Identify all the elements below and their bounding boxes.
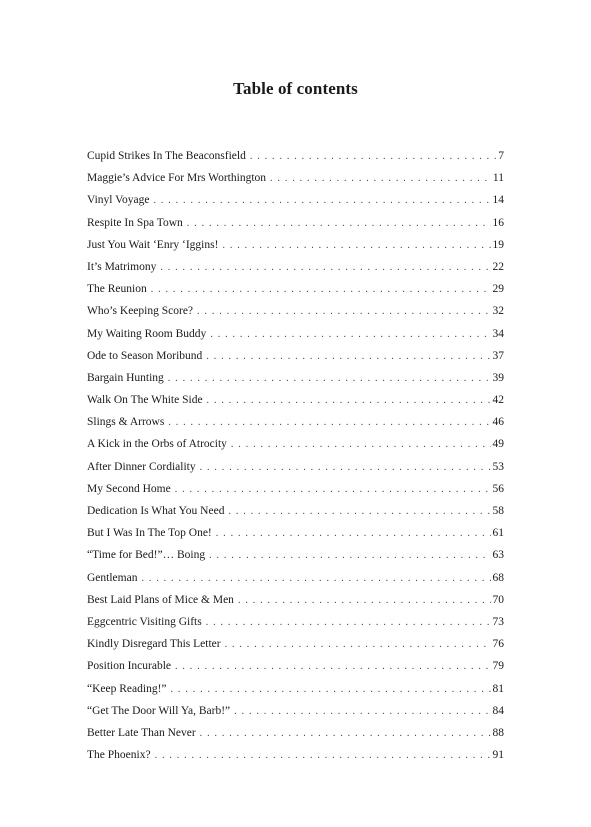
toc-entry-page-number: 88 — [491, 722, 505, 744]
toc-entry-title: Cupid Strikes In The Beaconsfield — [87, 145, 250, 167]
dot-leader — [175, 479, 491, 500]
toc-entry-page-number: 11 — [491, 167, 504, 189]
toc-entry-page-number: 16 — [491, 212, 505, 234]
toc-entry-title: Slings & Arrows — [87, 411, 168, 433]
toc-entry[interactable] — [87, 212, 504, 234]
toc-entry[interactable] — [87, 411, 504, 433]
dot-leader — [168, 368, 491, 389]
toc-entry-page-number: 32 — [491, 300, 505, 322]
dot-leader — [234, 701, 490, 722]
toc-entry-title: Better Late Than Never — [87, 722, 200, 744]
toc-entry-page-number: 81 — [491, 678, 505, 700]
toc-entry[interactable] — [87, 167, 504, 189]
toc-entry[interactable] — [87, 367, 504, 389]
dot-leader — [200, 457, 491, 478]
toc-entry[interactable] — [87, 655, 504, 677]
toc-entry-page-number: 14 — [491, 189, 505, 211]
dot-leader — [231, 434, 491, 455]
toc-entry-title: It’s Matrimony — [87, 256, 160, 278]
toc-entry[interactable] — [87, 478, 504, 500]
toc-entry-title: Eggcentric Visiting Gifts — [87, 611, 206, 633]
toc-entry-title: “Time for Bed!”… Boing — [87, 544, 209, 566]
dot-leader — [250, 146, 496, 167]
toc-entry[interactable] — [87, 678, 504, 700]
toc-entry-page-number: 68 — [491, 567, 505, 589]
toc-entry-page-number: 42 — [491, 389, 505, 411]
dot-leader — [207, 390, 491, 411]
toc-entry-title: A Kick in the Orbs of Atrocity — [87, 433, 231, 455]
toc-entry-page-number: 22 — [491, 256, 505, 278]
toc-entry-title: Best Laid Plans of Mice & Men — [87, 589, 238, 611]
toc-entry-title: The Reunion — [87, 278, 151, 300]
toc-entry[interactable] — [87, 589, 504, 611]
toc-entry[interactable] — [87, 522, 504, 544]
toc-entry[interactable] — [87, 567, 504, 589]
toc-entry-title: Bargain Hunting — [87, 367, 168, 389]
dot-leader — [210, 324, 490, 345]
dot-leader — [216, 523, 491, 544]
toc-entry-title: Gentleman — [87, 567, 141, 589]
toc-entry-title: The Phoenix? — [87, 744, 155, 766]
dot-leader — [171, 679, 491, 700]
toc-entry-page-number: 7 — [496, 145, 504, 167]
toc-entry[interactable] — [87, 278, 504, 300]
toc-entry[interactable] — [87, 389, 504, 411]
toc-entry[interactable] — [87, 189, 504, 211]
toc-entry[interactable] — [87, 700, 504, 722]
dot-leader — [168, 412, 490, 433]
toc-entry-page-number: 70 — [491, 589, 505, 611]
toc-entry-page-number: 79 — [491, 655, 505, 677]
toc-entry-title: My Second Home — [87, 478, 175, 500]
toc-entry-title: Who’s Keeping Score? — [87, 300, 197, 322]
page-title: Table of contents — [233, 79, 358, 99]
dot-leader — [200, 723, 491, 744]
toc-entry-page-number: 29 — [491, 278, 505, 300]
toc-entry-title: Kindly Disregard This Letter — [87, 633, 225, 655]
toc-entry[interactable] — [87, 500, 504, 522]
toc-entry[interactable] — [87, 300, 504, 322]
toc-entry[interactable] — [87, 145, 504, 167]
dot-leader — [141, 568, 490, 589]
toc-list — [87, 145, 504, 766]
toc-entry-title: Ode to Season Moribund — [87, 345, 206, 367]
toc-entry-page-number: 39 — [491, 367, 505, 389]
toc-entry-title: After Dinner Cordiality — [87, 456, 200, 478]
toc-entry-page-number: 56 — [491, 478, 505, 500]
toc-entry-title: Vinyl Voyage — [87, 189, 153, 211]
toc-entry-title: “Get The Door Will Ya, Barb!” — [87, 700, 234, 722]
dot-leader — [153, 190, 490, 211]
toc-entry-title: “Keep Reading!” — [87, 678, 171, 700]
toc-entry[interactable] — [87, 234, 504, 256]
toc-entry[interactable] — [87, 433, 504, 455]
toc-entry-page-number: 58 — [491, 500, 505, 522]
toc-entry[interactable] — [87, 722, 504, 744]
toc-entry-title: Respite In Spa Town — [87, 212, 187, 234]
toc-entry[interactable] — [87, 744, 504, 766]
dot-leader — [228, 501, 490, 522]
dot-leader — [209, 545, 490, 566]
toc-entry[interactable] — [87, 633, 504, 655]
toc-entry[interactable] — [87, 323, 504, 345]
dot-leader — [206, 346, 490, 367]
toc-entry[interactable] — [87, 544, 504, 566]
toc-entry-page-number: 91 — [491, 744, 505, 766]
dot-leader — [238, 590, 491, 611]
dot-leader — [222, 235, 490, 256]
dot-leader — [206, 612, 491, 633]
dot-leader — [197, 301, 490, 322]
toc-entry[interactable] — [87, 611, 504, 633]
dot-leader — [225, 634, 491, 655]
toc-entry-title: Walk On The White Side — [87, 389, 207, 411]
toc-entry-title: Position Incurable — [87, 655, 175, 677]
toc-entry-title: Dedication Is What You Need — [87, 500, 228, 522]
toc-entry-page-number: 84 — [491, 700, 505, 722]
toc-entry[interactable] — [87, 456, 504, 478]
toc-entry-page-number: 73 — [491, 611, 505, 633]
toc-entry-page-number: 76 — [491, 633, 505, 655]
toc-entry-page-number: 61 — [491, 522, 505, 544]
toc-entry-page-number: 63 — [491, 544, 505, 566]
toc-entry-page-number: 19 — [491, 234, 505, 256]
dot-leader — [175, 656, 491, 677]
toc-entry-title: Maggie’s Advice For Mrs Worthington — [87, 167, 270, 189]
dot-leader — [151, 279, 491, 300]
toc-entry-page-number: 37 — [491, 345, 505, 367]
toc-entry-page-number: 34 — [491, 323, 505, 345]
toc-entry-page-number: 49 — [491, 433, 505, 455]
toc-entry[interactable] — [87, 345, 504, 367]
toc-entry-title: Just You Wait ‘Enry ‘Iggins! — [87, 234, 222, 256]
dot-leader — [160, 257, 490, 278]
dot-leader — [270, 168, 491, 189]
toc-entry[interactable] — [87, 256, 504, 278]
toc-entry-title: My Waiting Room Buddy — [87, 323, 210, 345]
toc-entry-title: But I Was In The Top One! — [87, 522, 216, 544]
dot-leader — [155, 745, 491, 766]
toc-entry-page-number: 46 — [491, 411, 505, 433]
dot-leader — [187, 213, 491, 234]
toc-entry-page-number: 53 — [491, 456, 505, 478]
